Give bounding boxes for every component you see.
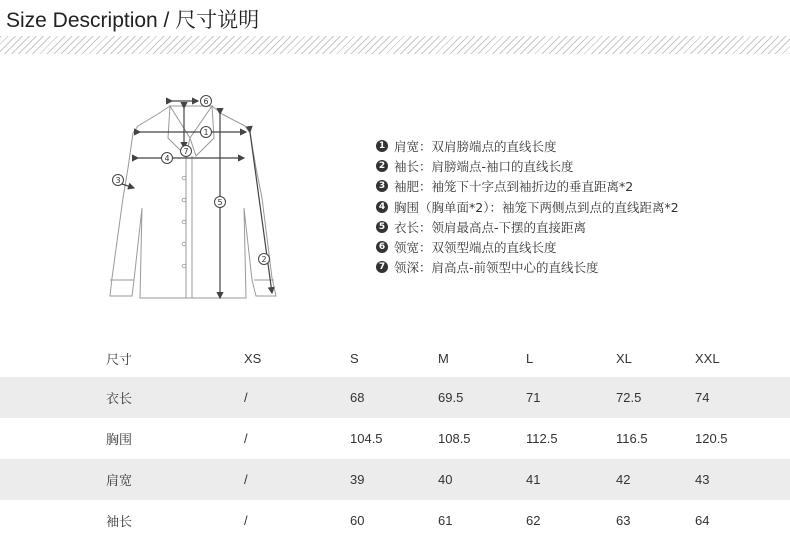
measurement-legend [376, 136, 679, 277]
header-cell: XL [616, 350, 632, 366]
table-cell: 116.5 [616, 431, 648, 446]
legend-number: 1 [376, 140, 388, 152]
shirt-buttons [182, 176, 186, 268]
table-cell: 43 [695, 472, 710, 487]
legend-text: 袖肥：袖笼下十字点到袖折边的垂直距离*2 [394, 179, 634, 195]
legend-text: 领深：肩高点-前领型中心的直线长度 [394, 260, 599, 276]
table-cell: 63 [616, 513, 631, 528]
table-cell: 104.5 [350, 431, 383, 446]
table-cell: 62 [526, 513, 541, 528]
legend-number: 2 [376, 160, 388, 172]
page-title: Size Description / 尺寸说明 [6, 9, 260, 32]
shirt-outline [110, 106, 276, 298]
marker-2 [259, 254, 270, 265]
svg-text:5: 5 [217, 198, 223, 207]
table-cell: 72.5 [616, 390, 642, 405]
table-row [0, 377, 790, 418]
table-cell: 40 [438, 472, 453, 487]
marker-1 [201, 127, 212, 138]
table-cell: 120.5 [695, 431, 728, 446]
marker-4 [162, 153, 173, 164]
table-cell: 60 [350, 513, 365, 528]
table-row [0, 459, 790, 500]
legend-text: 肩宽：双肩膀端点的直线长度 [394, 139, 557, 155]
legend-text: 袖长：肩膀端点-袖口的直线长度 [394, 159, 574, 175]
table-row [0, 418, 790, 459]
svg-text:4: 4 [164, 154, 170, 163]
table-cell: 42 [616, 472, 631, 487]
header-cell: M [438, 350, 449, 366]
header-cell: XXL [695, 350, 720, 366]
table-cell: 71 [526, 390, 541, 405]
header-cell: 尺寸 [106, 351, 133, 367]
table-cell: 108.5 [438, 431, 471, 446]
table-cell: 64 [695, 513, 710, 528]
legend-text: 衣长：领肩最高点-下摆的直接距离 [394, 219, 587, 235]
marker-7 [181, 146, 192, 157]
header-cell: XS [244, 350, 262, 366]
legend-text: 领宽：双领型端点的直线长度 [394, 240, 557, 256]
svg-text:6: 6 [203, 97, 209, 106]
header-cell: S [350, 350, 359, 366]
table-cell: 袖长 [106, 514, 133, 529]
table-cell: / [244, 431, 248, 446]
table-cell: / [244, 472, 248, 487]
table-cell: / [244, 513, 248, 528]
table-header-row [0, 339, 790, 377]
table-cell: 68 [350, 390, 365, 405]
legend-item [376, 176, 679, 196]
shirt-diagram [100, 88, 290, 313]
table-cell: 112.5 [526, 431, 558, 446]
legend-item [376, 136, 679, 156]
table-cell: 41 [526, 472, 541, 487]
table-cell: 肩宽 [106, 473, 133, 488]
legend-number: 6 [376, 241, 388, 253]
legend-item [376, 156, 679, 176]
svg-text:3: 3 [115, 176, 121, 185]
table-cell: 衣长 [106, 391, 133, 406]
sleeve-width-line [122, 184, 134, 188]
table-cell: 69.5 [438, 390, 464, 405]
table-row [0, 500, 790, 541]
table-cell: 74 [695, 390, 710, 405]
svg-text:2: 2 [261, 255, 267, 264]
table-cell: 胸围 [106, 432, 133, 447]
legend-item [376, 217, 679, 237]
size-table [0, 339, 790, 541]
table-cell: 39 [350, 472, 365, 487]
hatch-divider [0, 36, 790, 54]
svg-text:7: 7 [183, 147, 189, 156]
legend-item [376, 237, 679, 257]
legend-number: 4 [376, 201, 388, 213]
table-cell: 61 [438, 513, 453, 528]
marker-3 [113, 175, 124, 186]
svg-text:1: 1 [203, 128, 209, 137]
legend-number: 7 [376, 261, 388, 273]
sleeve-length-line [250, 132, 272, 293]
table-cell: / [244, 390, 248, 405]
marker-6 [201, 96, 212, 107]
legend-item [376, 257, 679, 277]
legend-text: 胸围（胸单面*2）：袖笼下两侧点到点的直线距离*2 [394, 199, 679, 215]
marker-5 [215, 197, 226, 208]
legend-item [376, 197, 679, 217]
legend-number: 3 [376, 180, 388, 192]
header-cell: L [526, 350, 534, 366]
legend-number: 5 [376, 221, 388, 233]
